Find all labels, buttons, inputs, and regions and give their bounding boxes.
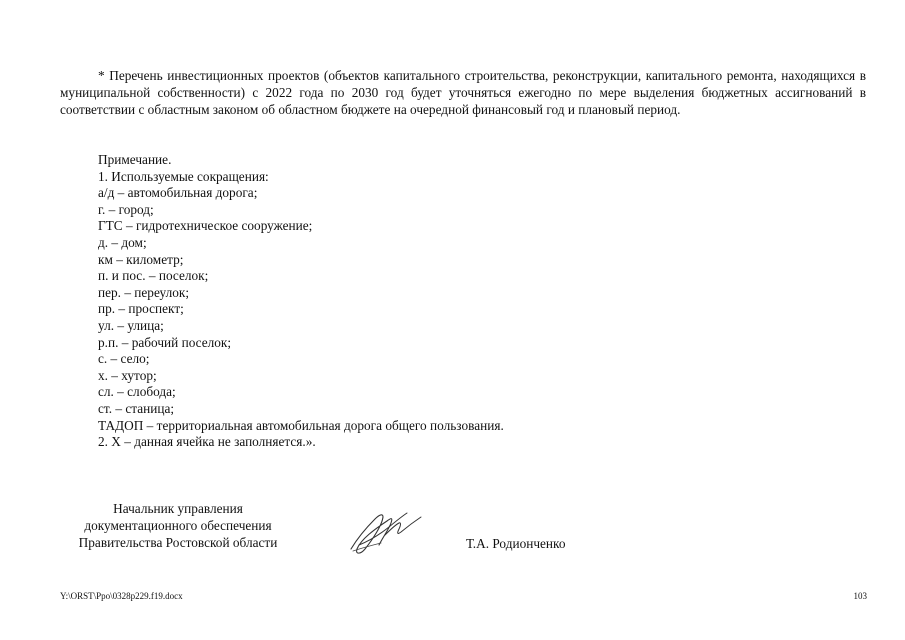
abbreviation-item: х. – хутор; <box>98 367 157 383</box>
footnote-paragraph: * Перечень инвестиционных проектов (объектов капитального строительства, реконструкции, капитального ремонта, находящихся в муниципальной собственности) с 2022 года по 2030 год будет уточняться ежегодно по мере выделения бюджетных ассигнований в соответствии с областным законом об областном бюджете на очередной финансовый год и плановый период. <box>60 68 866 117</box>
handwritten-signature <box>345 505 425 560</box>
abbreviation-item: ГТС – гидротехническое сооружение; <box>98 218 313 234</box>
abbreviation-item: пер. – переулок; <box>98 284 190 300</box>
file-path: Y:\ORST\Ppo\0328p229.f19.docx <box>60 591 183 601</box>
signatory-title-line: документационного обеспечения <box>84 518 272 533</box>
abbreviation-item: р.п. – рабочий поселок; <box>98 334 232 350</box>
abbreviation-item: а/д – автомобильная дорога; <box>98 185 258 201</box>
abbreviation-item: сл. – слобода; <box>98 384 176 400</box>
abbreviation-item: км – километр; <box>98 251 184 267</box>
abbreviation-item: с. – село; <box>98 351 150 367</box>
abbreviation-item: ст. – станица; <box>98 400 175 416</box>
notes-item-2: 2. Х – данная ячейка не заполняется.». <box>98 434 316 450</box>
notes-section <box>98 152 798 451</box>
signatory-title-line: Правительства Ростовской области <box>78 535 278 550</box>
abbreviation-item: ТАДОП – территориальная автомобильная дорога общего пользования. <box>98 417 504 433</box>
signatory-title <box>58 500 298 551</box>
abbreviation-item: д. – дом; <box>98 234 147 250</box>
abbreviation-item: пр. – проспект; <box>98 301 184 317</box>
notes-item-1: 1. Используемые сокращения: <box>98 168 269 184</box>
abbreviation-item: г. – город; <box>98 201 154 217</box>
signatory-title-line: Начальник управления <box>113 501 243 516</box>
abbreviation-item: п. и пос. – поселок; <box>98 268 209 284</box>
notes-heading: Примечание. <box>98 152 172 167</box>
abbreviation-item: ул. – улица; <box>98 317 164 333</box>
signer-name: Т.А. Родионченко <box>466 536 566 551</box>
page-number: 103 <box>853 591 867 601</box>
